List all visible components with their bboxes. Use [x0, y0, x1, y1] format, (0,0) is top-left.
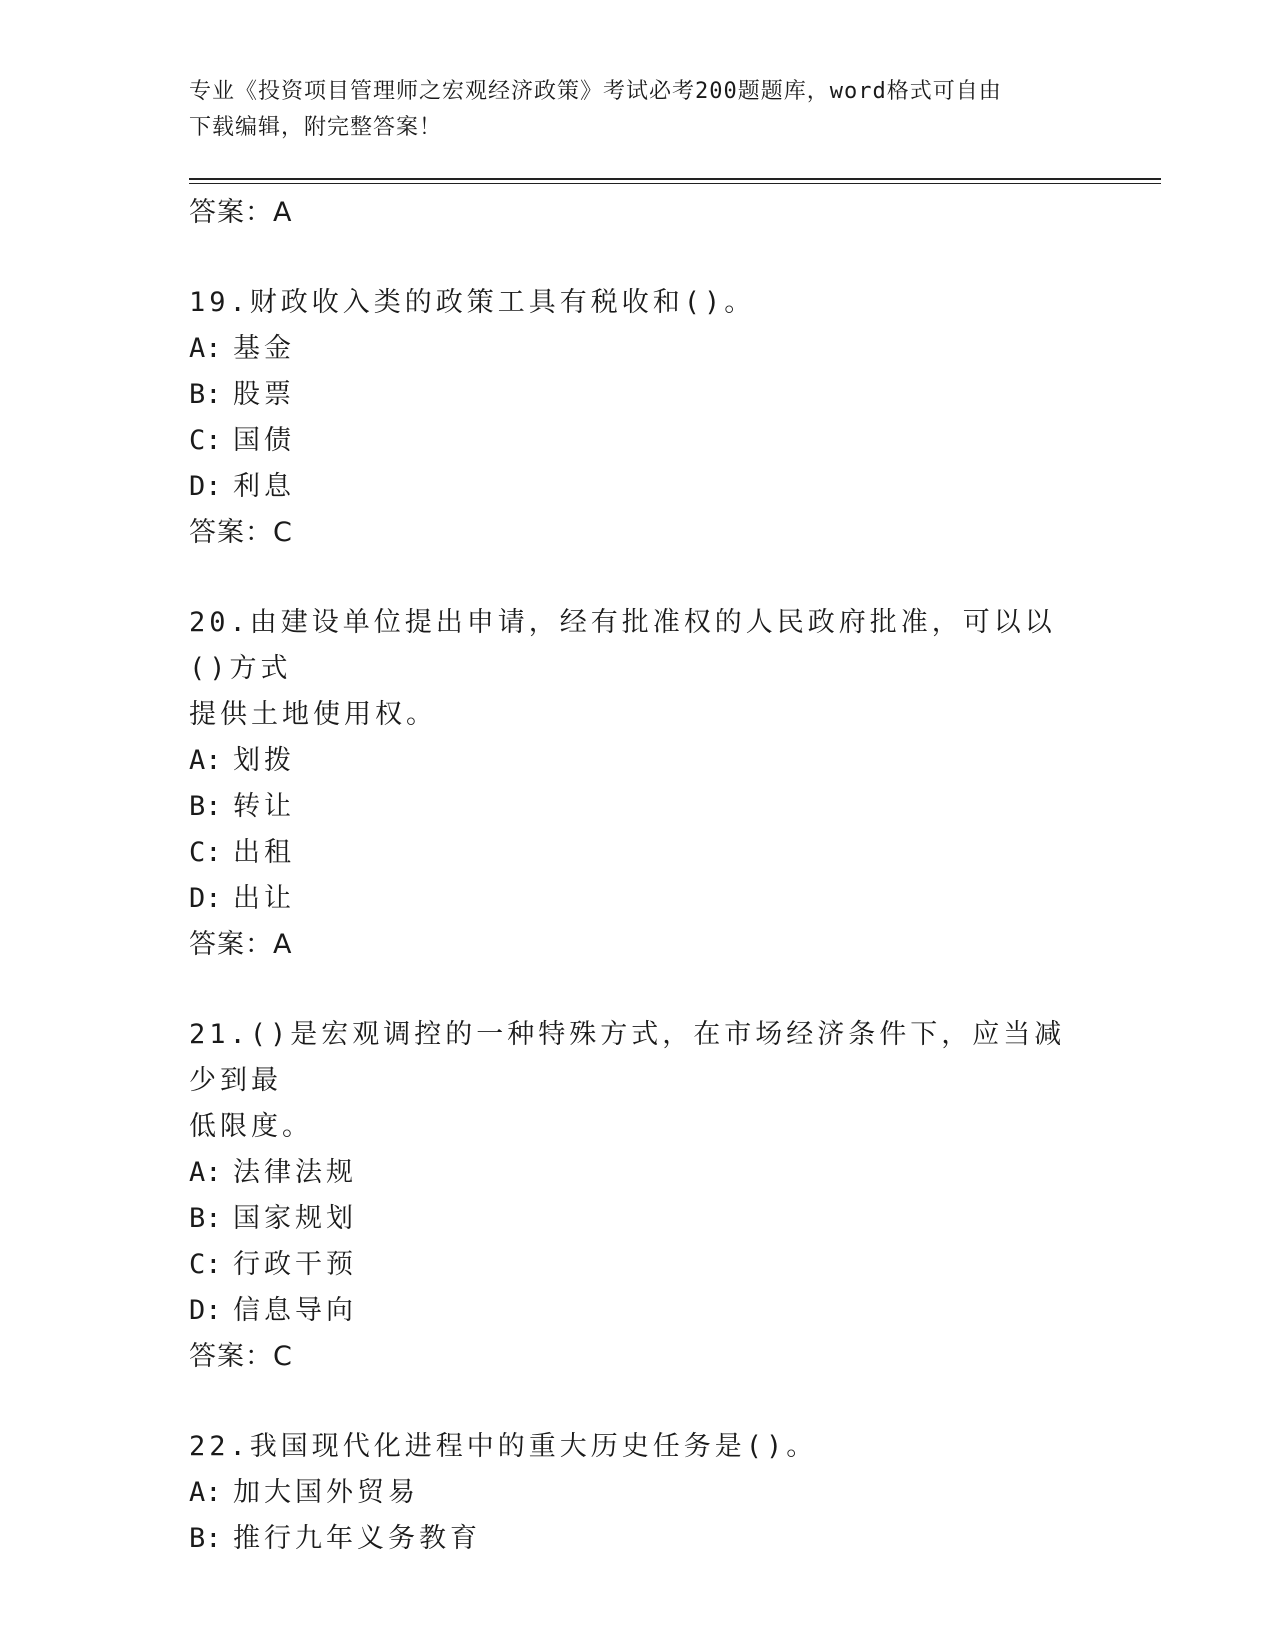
option-letter: C:: [189, 837, 222, 868]
option-text: 转让: [233, 791, 295, 822]
option-b: [189, 1516, 1089, 1562]
previous-answer: 答案：A: [189, 197, 293, 228]
option-text: 出让: [233, 883, 295, 914]
option-letter: D:: [189, 883, 222, 914]
option-d: [189, 876, 1089, 922]
option-b: [189, 784, 1089, 830]
option-b: [189, 372, 1089, 418]
option-letter: A:: [189, 745, 222, 776]
question-text: 19.财政收入类的政策工具有税收和()。: [189, 287, 756, 318]
option-letter: A:: [189, 333, 222, 364]
option-text: 基金: [233, 333, 295, 364]
option-text: 利息: [233, 471, 295, 502]
header-divider-thick: [189, 178, 1161, 180]
option-text: 推行九年义务教育: [233, 1523, 481, 1554]
option-a: [189, 326, 1089, 372]
question-22: [189, 1424, 1089, 1562]
question-19: [189, 280, 1089, 556]
header-line-2: 下载编辑，附完整答案！: [189, 115, 443, 140]
option-letter: B:: [189, 791, 222, 822]
option-c: [189, 1242, 1089, 1288]
question-text: [189, 1012, 1089, 1150]
header-divider-thin: [189, 183, 1161, 184]
option-a: [189, 1470, 1089, 1516]
option-letter: B:: [189, 1523, 222, 1554]
question-text-line-1: 21.()是宏观调控的一种特殊方式，在市场经济条件下，应当减少到最: [189, 1019, 1066, 1096]
option-letter: D:: [189, 471, 222, 502]
answer-line: 答案：C: [189, 1341, 293, 1372]
option-text: 划拨: [233, 745, 295, 776]
option-text: 加大国外贸易: [233, 1477, 419, 1508]
option-text: 国家规划: [233, 1203, 357, 1234]
option-a: [189, 1150, 1089, 1196]
question-text: [189, 600, 1089, 738]
question-21: [189, 1012, 1089, 1380]
question-text-line-2: 低限度。: [189, 1111, 313, 1142]
option-c: [189, 418, 1089, 464]
option-text: 股票: [233, 379, 295, 410]
answer-line: 答案：C: [189, 517, 293, 548]
option-letter: A:: [189, 1157, 222, 1188]
option-letter: A:: [189, 1477, 222, 1508]
question-list: [189, 190, 1089, 1562]
option-text: 国债: [233, 425, 295, 456]
option-text: 行政干预: [233, 1249, 357, 1280]
option-text: 法律法规: [233, 1157, 357, 1188]
question-text: 22.我国现代化进程中的重大历史任务是()。: [189, 1431, 818, 1462]
header-line-1: 专业《投资项目管理师之宏观经济政策》考试必考200题题库，word格式可自由: [189, 79, 1002, 104]
question-text-line-1: 20.由建设单位提出申请，经有批准权的人民政府批准，可以以()方式: [189, 607, 1056, 684]
option-b: [189, 1196, 1089, 1242]
option-text: 出租: [233, 837, 295, 868]
option-d: [189, 464, 1089, 510]
option-letter: B:: [189, 379, 222, 410]
option-letter: C:: [189, 425, 222, 456]
option-letter: D:: [189, 1295, 222, 1326]
option-d: [189, 1288, 1089, 1334]
option-text: 信息导向: [233, 1295, 357, 1326]
option-c: [189, 830, 1089, 876]
option-letter: C:: [189, 1249, 222, 1280]
answer-line: 答案：A: [189, 929, 293, 960]
option-letter: B:: [189, 1203, 222, 1234]
document-header: [189, 74, 1089, 146]
question-20: [189, 600, 1089, 968]
question-text-line-2: 提供土地使用权。: [189, 699, 437, 730]
option-a: [189, 738, 1089, 784]
